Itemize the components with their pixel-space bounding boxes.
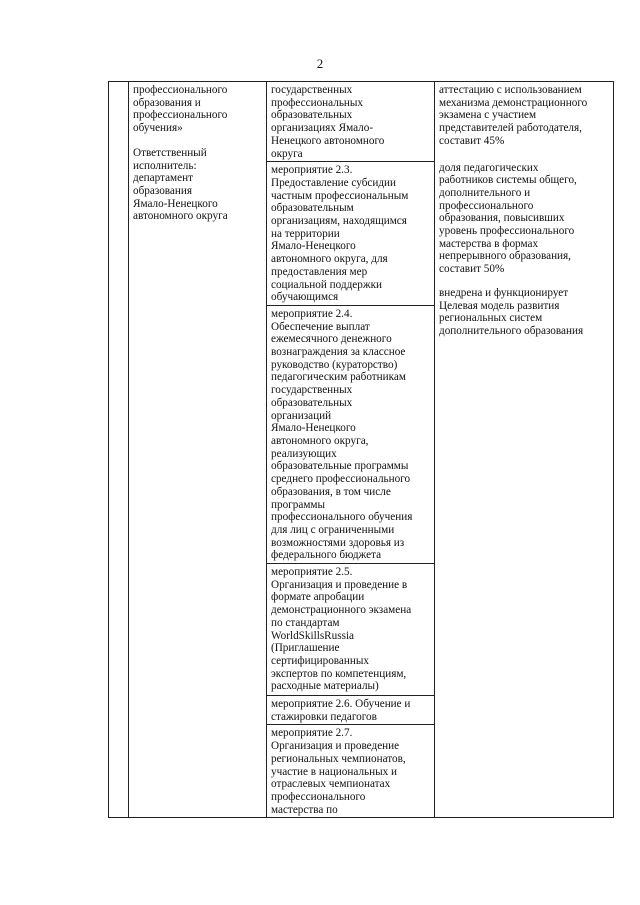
table-row	[109, 82, 614, 162]
program-cell	[129, 82, 267, 818]
indicator-target-model: внедрена и функционирует Целевая модель развития региональных систем дополнительного образования	[439, 286, 584, 337]
indicators-cell	[435, 82, 614, 818]
indicator-teachers: доля педагогических работников системы общего, дополнительного и профессионального образования, повысивших уровень профессионального мастерства в формах непрерывного образования, составит 50%	[439, 161, 577, 276]
measure-cell-2-6: мероприятие 2.6. Обучение и стажировки педагогов	[267, 696, 435, 725]
measure-cell-continued: государственных профессиональных образовательных организациях Ямало- Ненецкого автономного округа	[267, 82, 435, 162]
program-name-continued: профессионального образования и профессионального обучения»	[133, 84, 228, 135]
measure-cell-2-3: мероприятие 2.3. Предоставление субсидии частным профессиональным образовательным организациям, находящимся на территории Ямало-Ненецкого автономного округа, для предоставления мер социальной поддержки обучающимся	[267, 162, 435, 306]
page-number: 2	[316, 56, 324, 71]
measures-table	[108, 81, 614, 818]
measure-cell-2-4: мероприятие 2.4. Обеспечение выплат ежемесячного денежного вознаграждения за классное руководство (кураторство) педагогическим работникам государственных образовательных организаций Ямало-Ненецкого автономного округа, реализующих образовательные программы среднего профессионального образования, в том числе программы профессионального обучения для лиц с ограниченными возможностями здоровья из федерального бюджета	[267, 305, 435, 563]
measure-cell-2-5: мероприятие 2.5. Организация и проведение в формате апробации демонстрационного экзамена по стандартам WorldSkillsRussia (Приглашение сертифицированных экспертов по компетенциям, расходные материалы)	[267, 564, 435, 696]
index-cell	[109, 82, 129, 818]
measure-cell-2-7: мероприятие 2.7. Организация и проведение региональных чемпионатов, участие в национальных и отраслевых чемпионатах профессионального мастерства по	[267, 725, 435, 818]
responsible-executor: Ответственный исполнитель: департамент образования Ямало-Ненецкого автономного округа	[133, 146, 228, 223]
indicator-certification: аттестацию с использованием механизма демонстрационного экзамена с участием представителей работодателя, составит 45%	[439, 84, 588, 147]
